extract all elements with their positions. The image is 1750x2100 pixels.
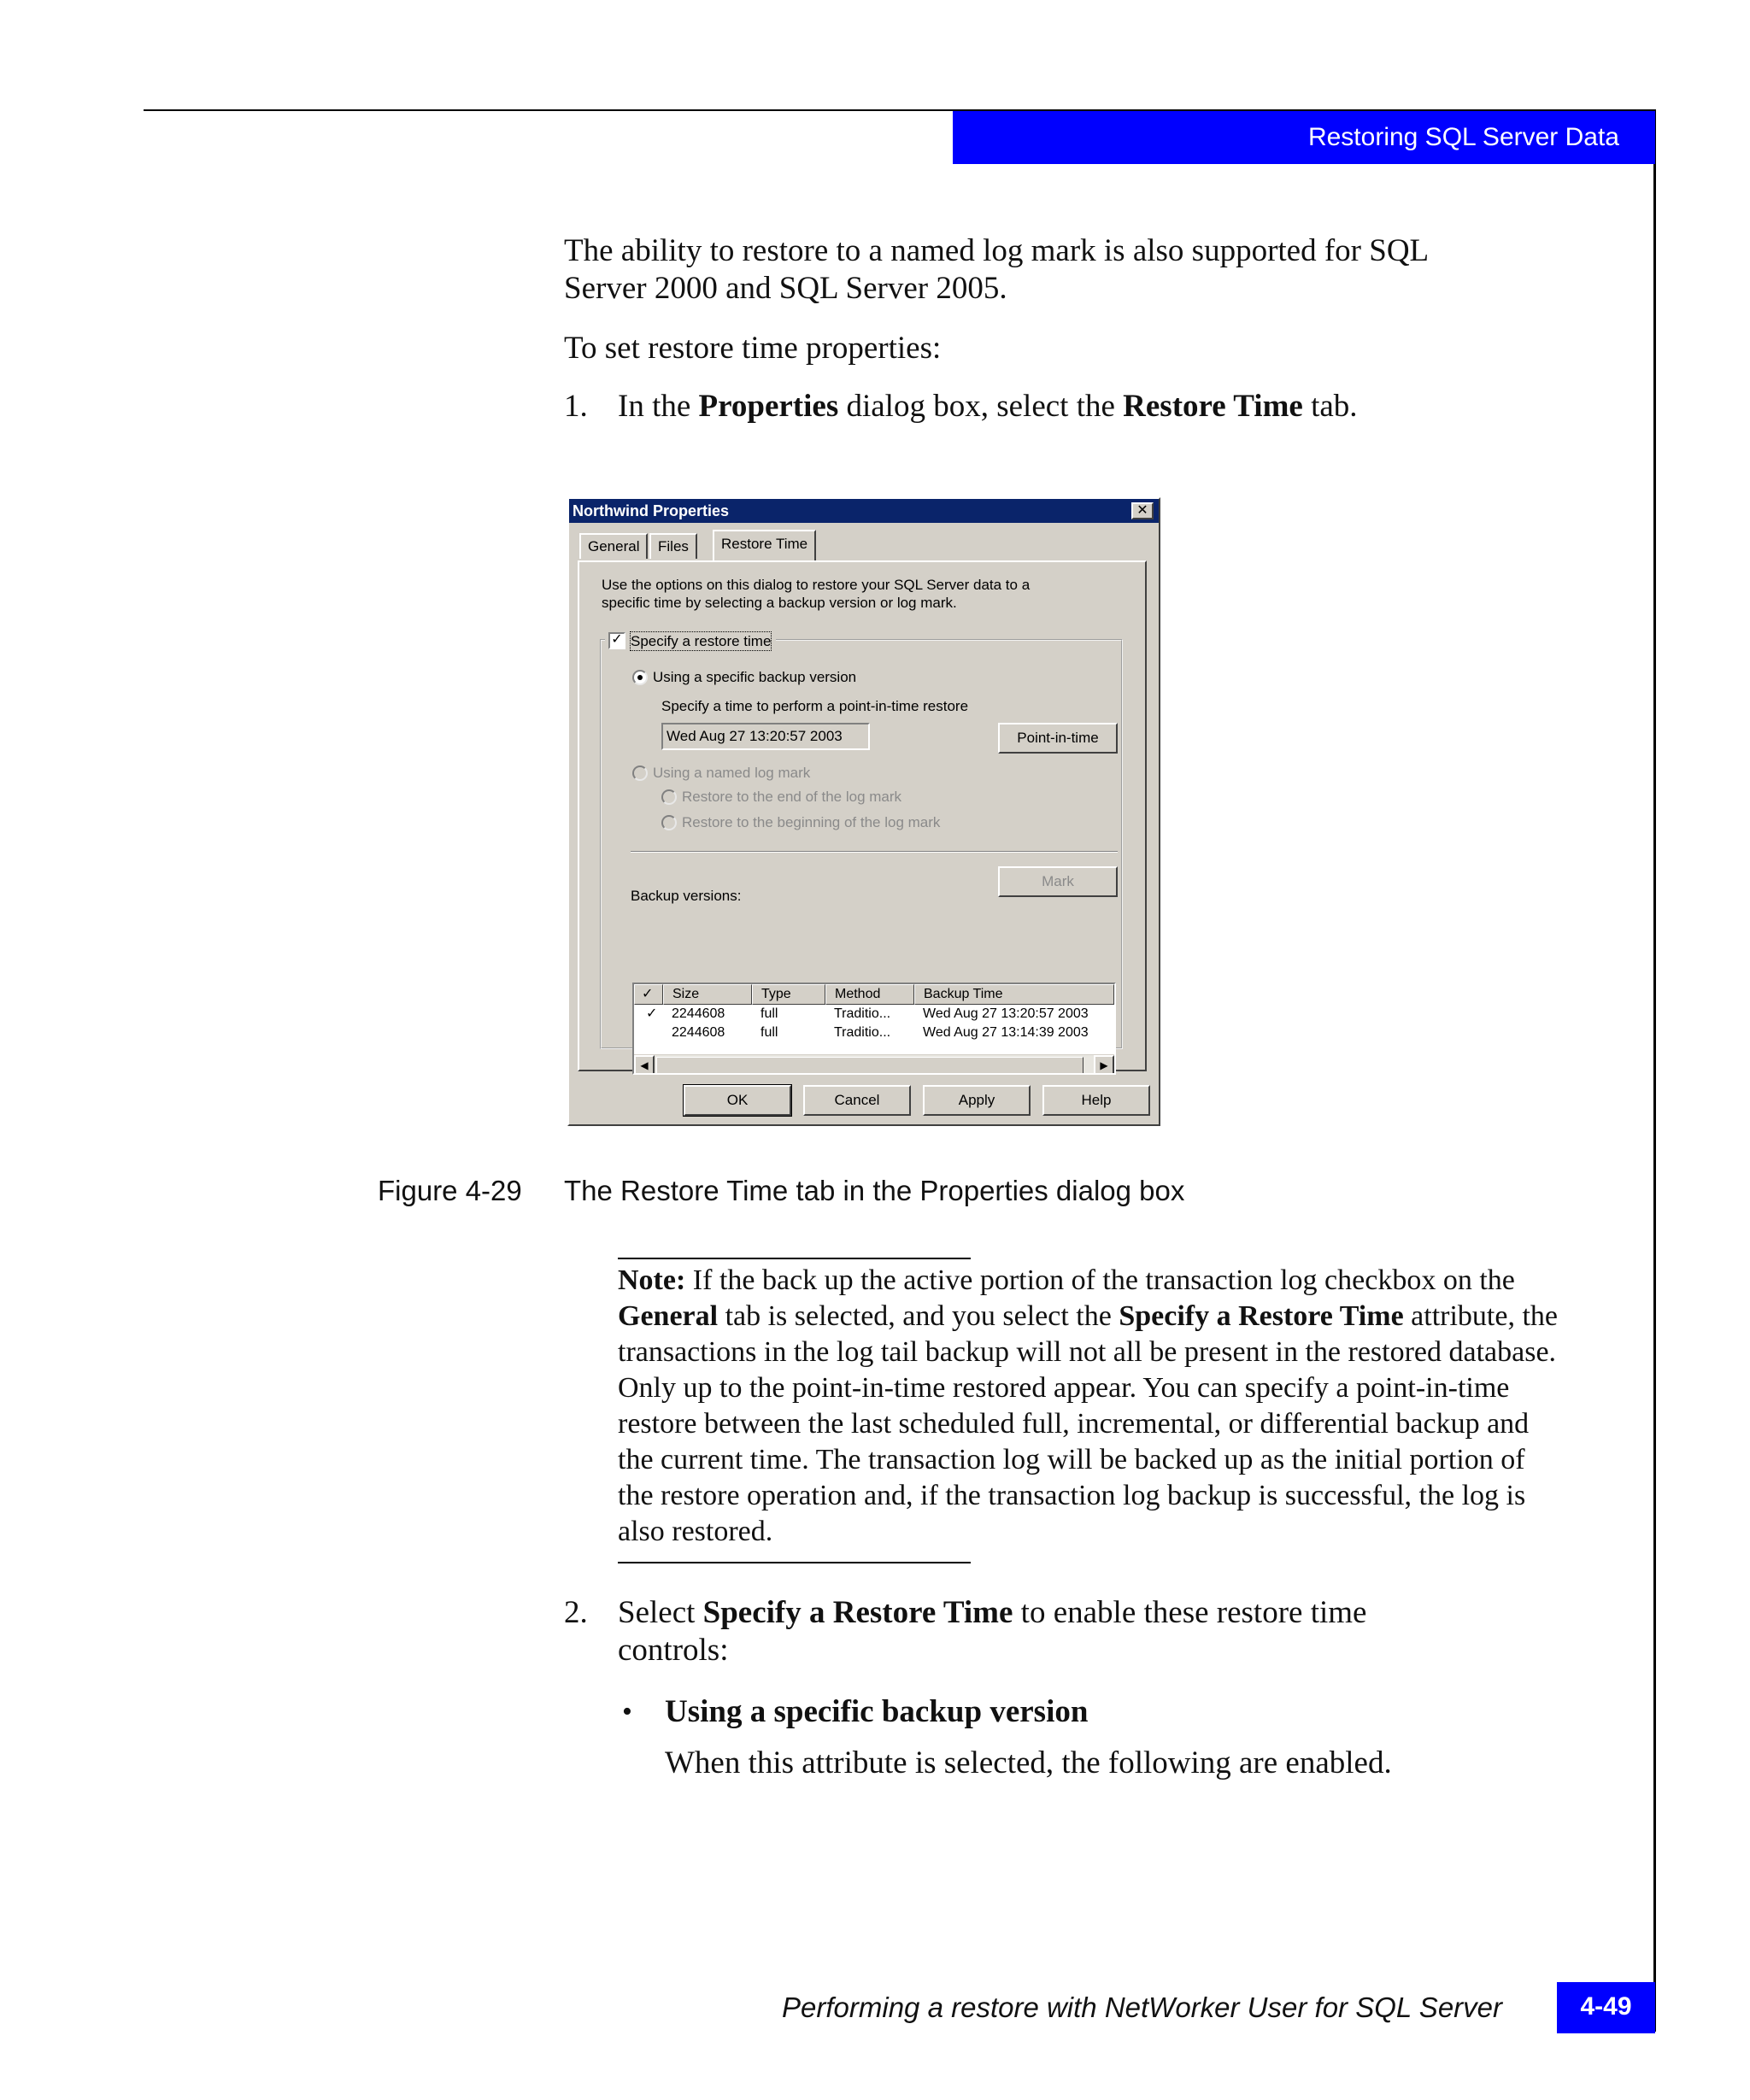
column-header-method[interactable]: Method: [825, 984, 914, 1005]
backup-versions-list[interactable]: [632, 983, 1116, 1075]
specify-restore-time-label[interactable]: Specify a restore time: [631, 633, 772, 649]
help-button[interactable]: Help: [1042, 1085, 1150, 1116]
step-2-text-b: to enable these restore time: [1013, 1595, 1367, 1630]
beginning-of-log-mark-label[interactable]: Restore to the beginning of the log mark: [682, 814, 941, 830]
intro-paragraph: [564, 232, 1429, 308]
cancel-button[interactable]: Cancel: [803, 1085, 911, 1116]
close-icon[interactable]: ✕: [1131, 502, 1154, 519]
section-separator: [631, 851, 1118, 853]
table-row[interactable]: [634, 1005, 1114, 1024]
ok-button[interactable]: OK: [684, 1085, 791, 1116]
scrollbar-thumb[interactable]: [656, 1057, 1083, 1074]
section-title: Restoring SQL Server Data: [1307, 123, 1619, 151]
row-type: full: [760, 1025, 778, 1040]
specify-restore-time-row: [605, 631, 776, 651]
page-number: 4-49: [1557, 1982, 1655, 2033]
horizontal-scrollbar[interactable]: [634, 1054, 1114, 1075]
end-of-log-mark-label[interactable]: Restore to the end of the log mark: [682, 789, 902, 805]
step-2-line-2: controls:: [618, 1633, 729, 1668]
step-1-properties: Properties: [698, 389, 839, 424]
step-2-specify: Specify a Restore Time: [702, 1595, 1013, 1630]
step-2-text-a: Select: [618, 1595, 703, 1630]
row-backup-time: Wed Aug 27 13:14:39 2003: [923, 1025, 1089, 1040]
dialog-titlebar: [569, 499, 1159, 523]
table-row[interactable]: [634, 1024, 1114, 1042]
tab-restore-time[interactable]: Restore Time: [713, 530, 816, 560]
tab-files[interactable]: Files: [649, 533, 697, 559]
specify-restore-time-checkbox[interactable]: ✓: [608, 632, 625, 649]
right-margin-rule: [1653, 109, 1656, 2032]
step-1-text-a: In the: [618, 389, 699, 424]
scroll-left-icon[interactable]: ◀: [634, 1055, 655, 1075]
dialog-title: Northwind Properties: [573, 502, 730, 519]
dialog-description-line-1: Use the options on this dialog to restore your SQL Server data to a: [602, 577, 1031, 593]
properties-dialog: [567, 497, 1160, 1126]
step-1-restore-time: Restore Time: [1123, 389, 1303, 424]
row-method: Traditio...: [834, 1006, 891, 1021]
footer-chapter-title: Performing a restore with NetWorker User for SQL Server: [782, 1991, 1502, 2023]
column-header-backup-time[interactable]: Backup Time: [914, 984, 1114, 1005]
step-1-text-c: tab.: [1302, 389, 1358, 424]
point-in-time-prompt: Specify a time to perform a point-in-time restore: [661, 698, 969, 714]
column-header-check[interactable]: ✓: [634, 984, 663, 1005]
step-1-text: [618, 388, 1358, 425]
step-2-text: [618, 1594, 1575, 1669]
backup-version-radio[interactable]: [632, 670, 648, 685]
mark-button[interactable]: Mark: [998, 866, 1118, 897]
apply-button[interactable]: Apply: [923, 1085, 1031, 1116]
row-backup-time: Wed Aug 27 13:20:57 2003: [923, 1006, 1089, 1021]
row-method: Traditio...: [834, 1025, 891, 1040]
scroll-right-icon[interactable]: ▶: [1094, 1055, 1114, 1075]
dialog-description-line-2: specific time by selecting a backup version or log mark.: [602, 595, 957, 611]
note-block: [618, 1263, 1558, 1550]
tab-general[interactable]: General: [579, 533, 648, 559]
note-label: Note:: [618, 1264, 686, 1296]
restore-time-field[interactable]: Wed Aug 27 13:20:57 2003: [661, 723, 870, 750]
note-text-3: attribute, the transactions in the log tail backup will not all be present in the restored database. Only up to the point-in-time restored appear. You can specify a point-in-time restore between the last scheduled full, incremental, or differential backup and the current time. The transaction log will be backed up as the initial portion of the restore operation and, if the transaction log backup is successful, the log is also restored.: [618, 1300, 1558, 1547]
row-size: 2244608: [672, 1025, 725, 1040]
end-of-log-mark-radio[interactable]: [661, 789, 677, 805]
point-in-time-button[interactable]: Point-in-time: [998, 723, 1118, 754]
instruction-lead: To set restore time properties:: [564, 331, 942, 366]
note-top-rule: [618, 1258, 971, 1259]
bullet-text: When this attribute is selected, the following are enabled.: [665, 1745, 1392, 1780]
column-header-size[interactable]: Size: [663, 984, 752, 1005]
section-header: [953, 111, 1655, 164]
figure-caption: The Restore Time tab in the Properties dialog box: [564, 1175, 1185, 1206]
column-header-type[interactable]: Type: [752, 984, 825, 1005]
backup-version-label[interactable]: Using a specific backup version: [653, 669, 857, 685]
note-text-2: tab is selected, and you select the: [718, 1300, 1119, 1332]
step-1-number: 1.: [564, 389, 588, 424]
restore-time-panel: [578, 560, 1147, 1071]
named-log-mark-label[interactable]: Using a named log mark: [653, 765, 811, 781]
intro-line-2: Server 2000 and SQL Server 2005.: [564, 271, 1007, 306]
bullet-icon: •: [622, 1696, 632, 1728]
note-bottom-rule: [618, 1562, 971, 1563]
step-2-number: 2.: [564, 1595, 588, 1630]
row-type: full: [760, 1006, 778, 1021]
named-log-mark-radio[interactable]: [632, 766, 648, 781]
note-text-1: If the back up the active portion of the transaction log checkbox on the: [685, 1264, 1515, 1296]
bullet-title: Using a specific backup version: [665, 1694, 1089, 1729]
row-size: 2244608: [672, 1006, 725, 1021]
note-general: General: [618, 1300, 719, 1332]
beginning-of-log-mark-radio[interactable]: [661, 815, 677, 830]
note-specify-restore-time: Specify a Restore Time: [1119, 1300, 1404, 1332]
row-check-icon: ✓: [646, 1006, 658, 1021]
backup-versions-label: Backup versions:: [631, 888, 742, 904]
step-1-text-b: dialog box, select the: [838, 389, 1124, 424]
figure-label: Figure 4-29: [378, 1175, 522, 1206]
intro-line-1: The ability to restore to a named log mark is also supported for SQL: [564, 233, 1430, 268]
